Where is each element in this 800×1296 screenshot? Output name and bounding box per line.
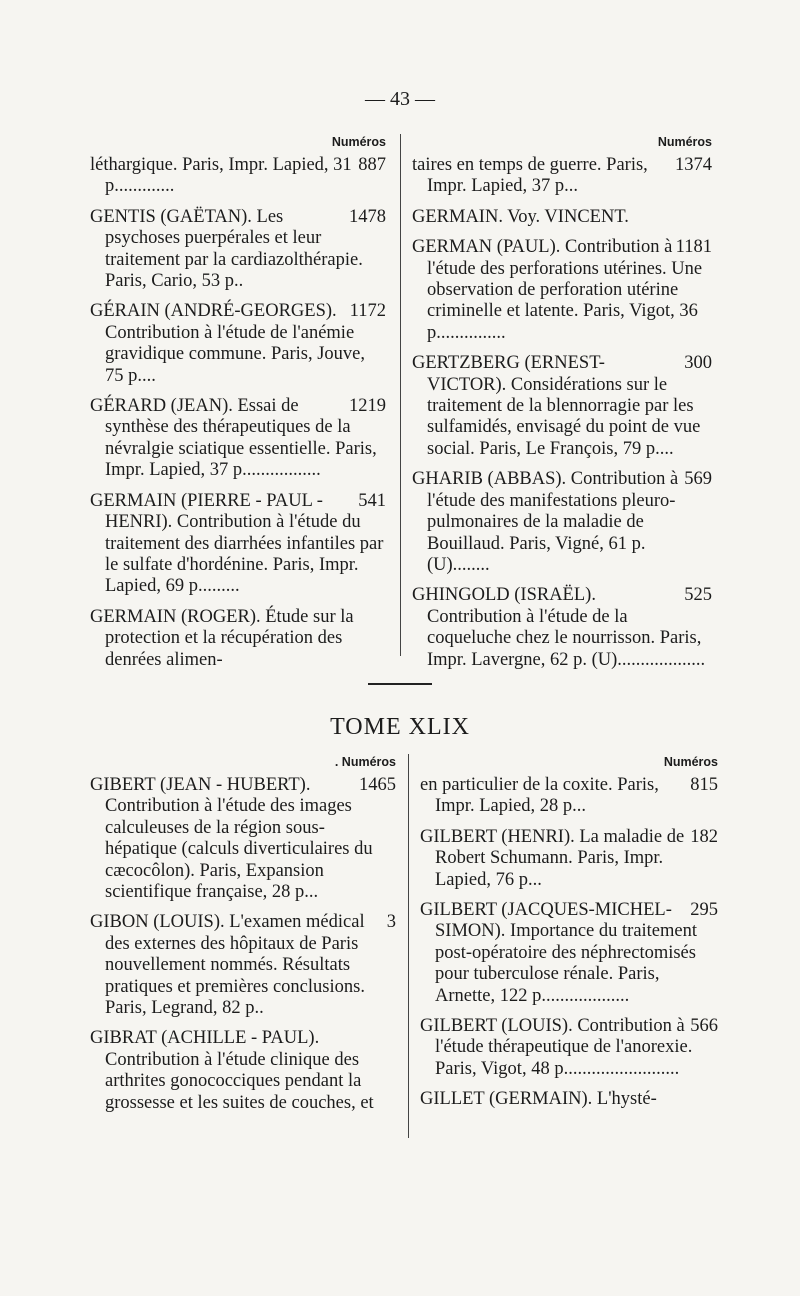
entry: 541 GERMAIN (PIERRE - PAUL - HENRI). Contribution à l'étude du traitement des diarrhées infantiles par le sulfate d'hordénine. Paris, Impr. Lapied, 69 p......... (90, 490, 386, 597)
entry: 887 léthargique. Paris, Impr. Lapied, 31 p............. (90, 155, 386, 197)
column-divider (400, 134, 401, 656)
entry: GILLET (GERMAIN). L'hysté- (420, 1089, 657, 1110)
column-header: . Numéros (334, 755, 396, 769)
entry: 3 GIBON (LOUIS). L'examen médical des externes des hôpitaux de Paris nouvellement nommés. Résultats pratiques et premières conclusions. Paris, Legrand, 82 p.. (90, 912, 396, 1019)
entry: 1181 GERMAN (PAUL). Contribution à l'étude des perforations utérines. Une observation de perforation utérine criminelle et latente. Paris, Vigot, 36 p............... (412, 237, 712, 343)
page-number: — 43 — (365, 88, 435, 110)
entry: 566 GILBERT (LOUIS). Contribution à l'étude thérapeutique de l'anorexie. Paris, Vigot, 48 p......................... (420, 1016, 718, 1079)
column-divider (408, 754, 409, 1138)
column-header: Numéros (663, 755, 718, 769)
entry: 1465 GIBERT (JEAN - HUBERT). Contribution à l'étude des images calculeuses de la région sous-hépatique (calculs diverticulaires du cæcocôlon). Paris, Expansion scientifique française, 28 p... (90, 775, 396, 903)
entry: GIBRAT (ACHILLE - PAUL). Contribution à l'étude clinique des arthrites gonococciques pendant la grossesse et les suites de couches, et (90, 1028, 374, 1113)
entry: 1219 GÉRARD (JEAN). Essai de synthèse des thérapeutiques de la névralgie sciatique essentielle. Paris, Impr. Lapied, 37 p................. (90, 396, 386, 481)
section2-right-column (420, 754, 718, 1120)
section-rule (368, 683, 432, 685)
section1-right-column (412, 134, 712, 680)
entry: 300 GERTZBERG (ERNEST-VICTOR). Considérations sur le traitement de la blennorragie par les sulfamidés, envisagé du point de vue social. Paris, Le François, 79 p.... (412, 353, 712, 459)
entry: 1478 GENTIS (GAËTAN). Les psychoses puerpérales et leur traitement par la cardiazolthérapie. Paris, Cario, 53 p.. (90, 206, 386, 292)
section2-left-column (90, 754, 396, 1123)
tome-heading: TOME XLIX (330, 714, 470, 740)
entry: 525 GHINGOLD (ISRAËL). Contribution à l'étude de la coqueluche chez le nourrisson. Paris, Impr. Lavergne, 62 p. (U)................... (412, 585, 712, 670)
entry: 569 GHARIB (ABBAS). Contribution à l'étude des manifestations pleuro-pulmonaires de la maladie de Bouillaud. Paris, Vigné, 61 p. (U)........ (412, 469, 712, 575)
entry: 295 GILBERT (JACQUES-MICHEL-SIMON). Importance du traitement post-opératoire des néphrectomisés pour tuberculose rénale. Paris, Arnette, 122 p................... (420, 900, 718, 1006)
entry: 1374 taires en temps de guerre. Paris, Impr. Lapied, 37 p... (412, 155, 712, 197)
entry: 1172 GÉRAIN (ANDRÉ-GEORGES). Contribution à l'étude de l'anémie gravidique commune. Paris, Jouve, 75 p.... (90, 301, 386, 386)
entry: GERMAIN. Voy. VINCENT. (412, 206, 629, 227)
section1-left-column (90, 134, 386, 680)
entry: GERMAIN (ROGER). Étude sur la protection et la récupération des denrées alimen- (90, 606, 354, 670)
column-header: Numéros (657, 135, 712, 149)
entry: 815 en particulier de la coxite. Paris, Impr. Lapied, 28 p... (420, 775, 718, 817)
entry: 182 GILBERT (HENRI). La maladie de Robert Schumann. Paris, Impr. Lapied, 76 p... (420, 826, 718, 890)
column-header: Numéros (331, 135, 386, 149)
